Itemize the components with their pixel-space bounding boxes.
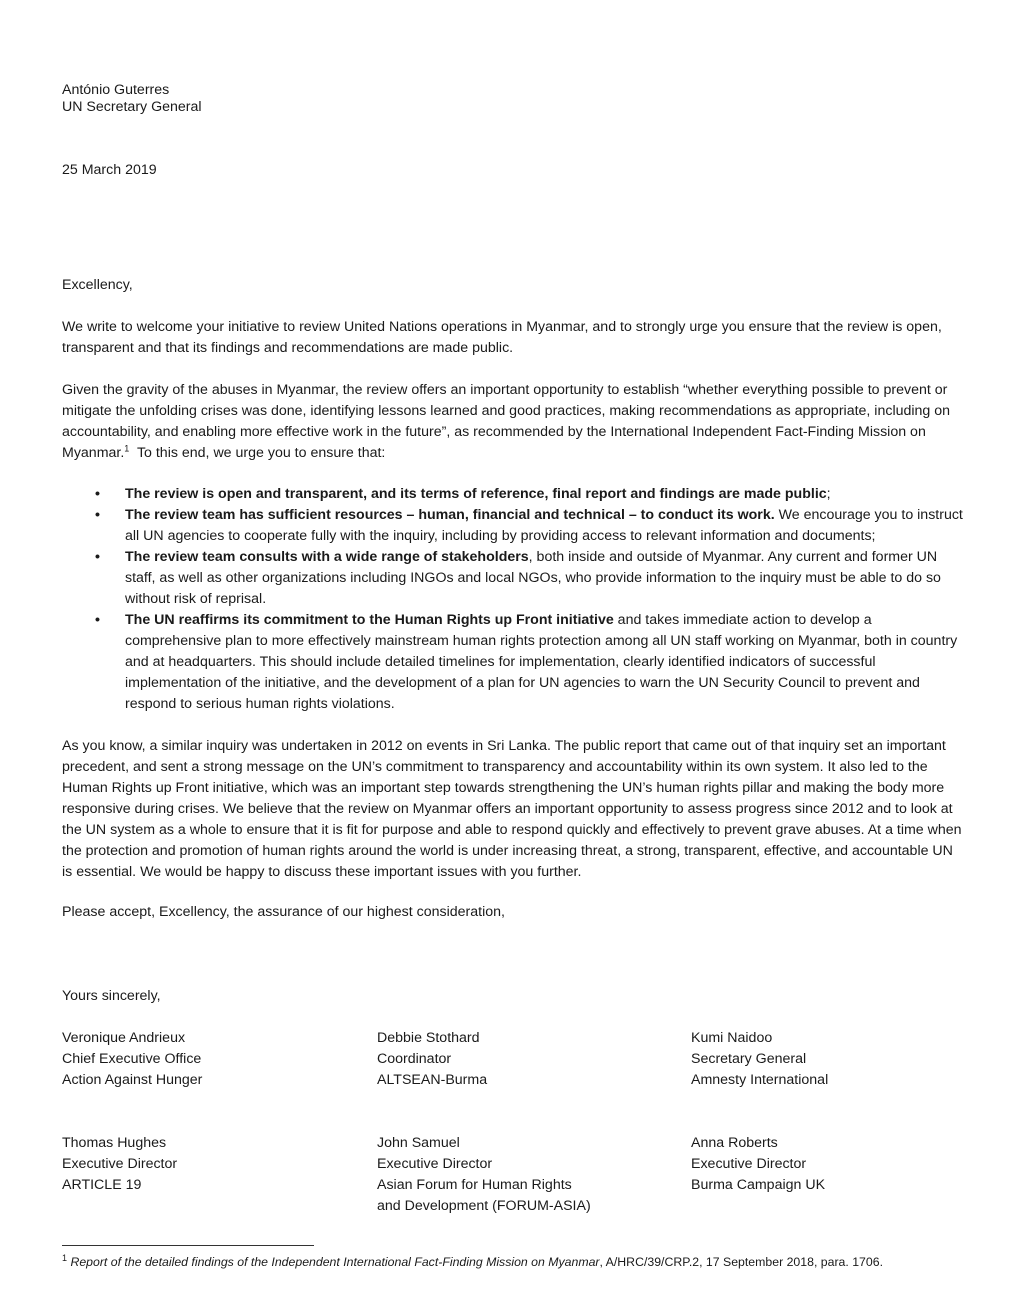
closing-line: Please accept, Excellency, the assurance of our highest consideration,	[62, 904, 505, 920]
signatory-name: Debbie Stothard	[377, 1030, 480, 1046]
signatory-block	[62, 1028, 202, 1091]
list-item-bold: The review is open and transparent, and its terms of reference, final report and findings are made public	[125, 486, 827, 502]
paragraph-precedent: As you know, a similar inquiry was undertaken in 2012 on events in Sri Lanka. The public report that came out of that inquiry set an important precedent, and sent a strong message on the UN’s commitment to transparency and accountability within its own system. It also led to the Human Rights up Front initiative, which was an important step towards strengthening the UN’s human rights pillar and making the body more responsive during crises. We believe that the review on Myanmar offers an important opportunity to assess progress since 2012 and to look at the UN system as a whole to ensure that it is fit for purpose and able to respond quickly and effectively to prevent grave abuses. At a time when the protection and promotion of human rights around the world is under increasing threat, a strong, transparent, effective, and accountable UN is essential. We would be happy to discuss these important issues with you further.	[62, 738, 962, 880]
paragraph-gravity-text: Given the gravity of the abuses in Myanmar, the review offers an important opportunity to establish “whether everything possible to prevent or mitigate the unfolding crises was done, identifying lessons learned and good practices, making recommendations as appropriate, including on accountability, and enabling more effective work in the future”, as recommended by the International Independent Fact-Finding Mission on Myanmar.	[62, 382, 951, 461]
signatory-org-line2: and Development (FORUM-ASIA)	[377, 1198, 591, 1214]
signatory-org: Asian Forum for Human Rights	[377, 1177, 572, 1193]
footnote	[62, 1254, 883, 1270]
list-item	[62, 484, 967, 505]
list-item	[62, 610, 967, 715]
letter-date: 25 March 2019	[62, 162, 157, 178]
list-item-text: and takes immediate action to develop a comprehensive plan to more effectively mainstream human rights protection among all UN staff working on Myanmar, both in country and at headquarters. This should include detailed timelines for implementation, clearly identified indicators of successful implementation of the initiative, and the development of a plan for UN agencies to warn the UN Security Council to prevent and respond to serious human rights violations.	[125, 612, 958, 712]
signatory-name: Anna Roberts	[691, 1135, 778, 1151]
signatory-block	[377, 1028, 487, 1091]
bullet-icon: •	[95, 507, 100, 523]
signatory-name: Kumi Naidoo	[691, 1030, 773, 1046]
list-item-text: ;	[826, 486, 831, 502]
signatory-title: Executive Director	[62, 1156, 178, 1172]
signatory-name: John Samuel	[377, 1135, 460, 1151]
paragraph-gravity-tail: To this end, we urge you to ensure that:	[129, 445, 386, 461]
bullet-icon: •	[95, 549, 100, 565]
signatory-block	[691, 1028, 828, 1091]
list-item-bold: The UN reaffirms its commitment to the Human Rights up Front initiative	[125, 612, 614, 628]
recipient-title: UN Secretary General	[62, 99, 202, 115]
signatory-org: ARTICLE 19	[62, 1177, 142, 1193]
recipient-name: António Guterres	[62, 82, 170, 98]
signatory-title: Secretary General	[691, 1051, 807, 1067]
signatory-title: Chief Executive Office	[62, 1051, 202, 1067]
list-item-text: , both inside and outside of Myanmar. Any current and former UN staff, as well as other organizations including INGOs and local NGOs, who provide information to the inquiry must be able to do so without risk of reprisal.	[125, 549, 941, 607]
signatory-org: ALTSEAN-Burma	[377, 1072, 488, 1088]
signatory-title: Coordinator	[377, 1051, 452, 1067]
paragraph-gravity	[62, 380, 967, 464]
list-item	[62, 547, 967, 610]
sign-off: Yours sincerely,	[62, 988, 161, 1004]
signatory-block	[62, 1133, 177, 1196]
signatory-org: Burma Campaign UK	[691, 1177, 826, 1193]
footnote-citation-title: Report of the detailed findings of the Independent International Fact-Finding Mission on Myanmar	[70, 1255, 600, 1269]
signatory-name: Thomas Hughes	[62, 1135, 167, 1151]
footnote-number: 1	[62, 1252, 68, 1263]
signatory-name: Veronique Andrieux	[62, 1030, 186, 1046]
footnote-separator	[62, 1245, 314, 1246]
signatory-block	[691, 1133, 825, 1196]
salutation: Excellency,	[62, 277, 133, 293]
signatory-block	[377, 1133, 591, 1217]
signatory-title: Executive Director	[691, 1156, 807, 1172]
signatory-title: Executive Director	[377, 1156, 493, 1172]
list-item-text: We encourage you to instruct all UN agencies to cooperate fully with the inquiry, including by providing access to relevant information and documents;	[125, 507, 963, 544]
list-item-bold: The review team consults with a wide range of stakeholders	[125, 549, 529, 565]
list-item-bold: The review team has sufficient resources – human, financial and technical – to conduct its work.	[125, 507, 775, 523]
signatory-org: Action Against Hunger	[62, 1072, 203, 1088]
list-item	[62, 505, 967, 547]
bullet-icon: •	[95, 486, 100, 502]
footnote-reference: 1	[124, 443, 130, 454]
paragraph-intro: We write to welcome your initiative to review United Nations operations in Myanmar, and to strongly urge you ensure that the review is open, transparent and that its findings and recommendations are made public.	[62, 319, 942, 356]
signatory-org: Amnesty International	[691, 1072, 829, 1088]
recommendation-list	[62, 484, 967, 715]
bullet-icon: •	[95, 612, 100, 628]
footnote-citation-rest: , A/HRC/39/CRP.2, 17 September 2018, para. 1706.	[599, 1255, 883, 1269]
